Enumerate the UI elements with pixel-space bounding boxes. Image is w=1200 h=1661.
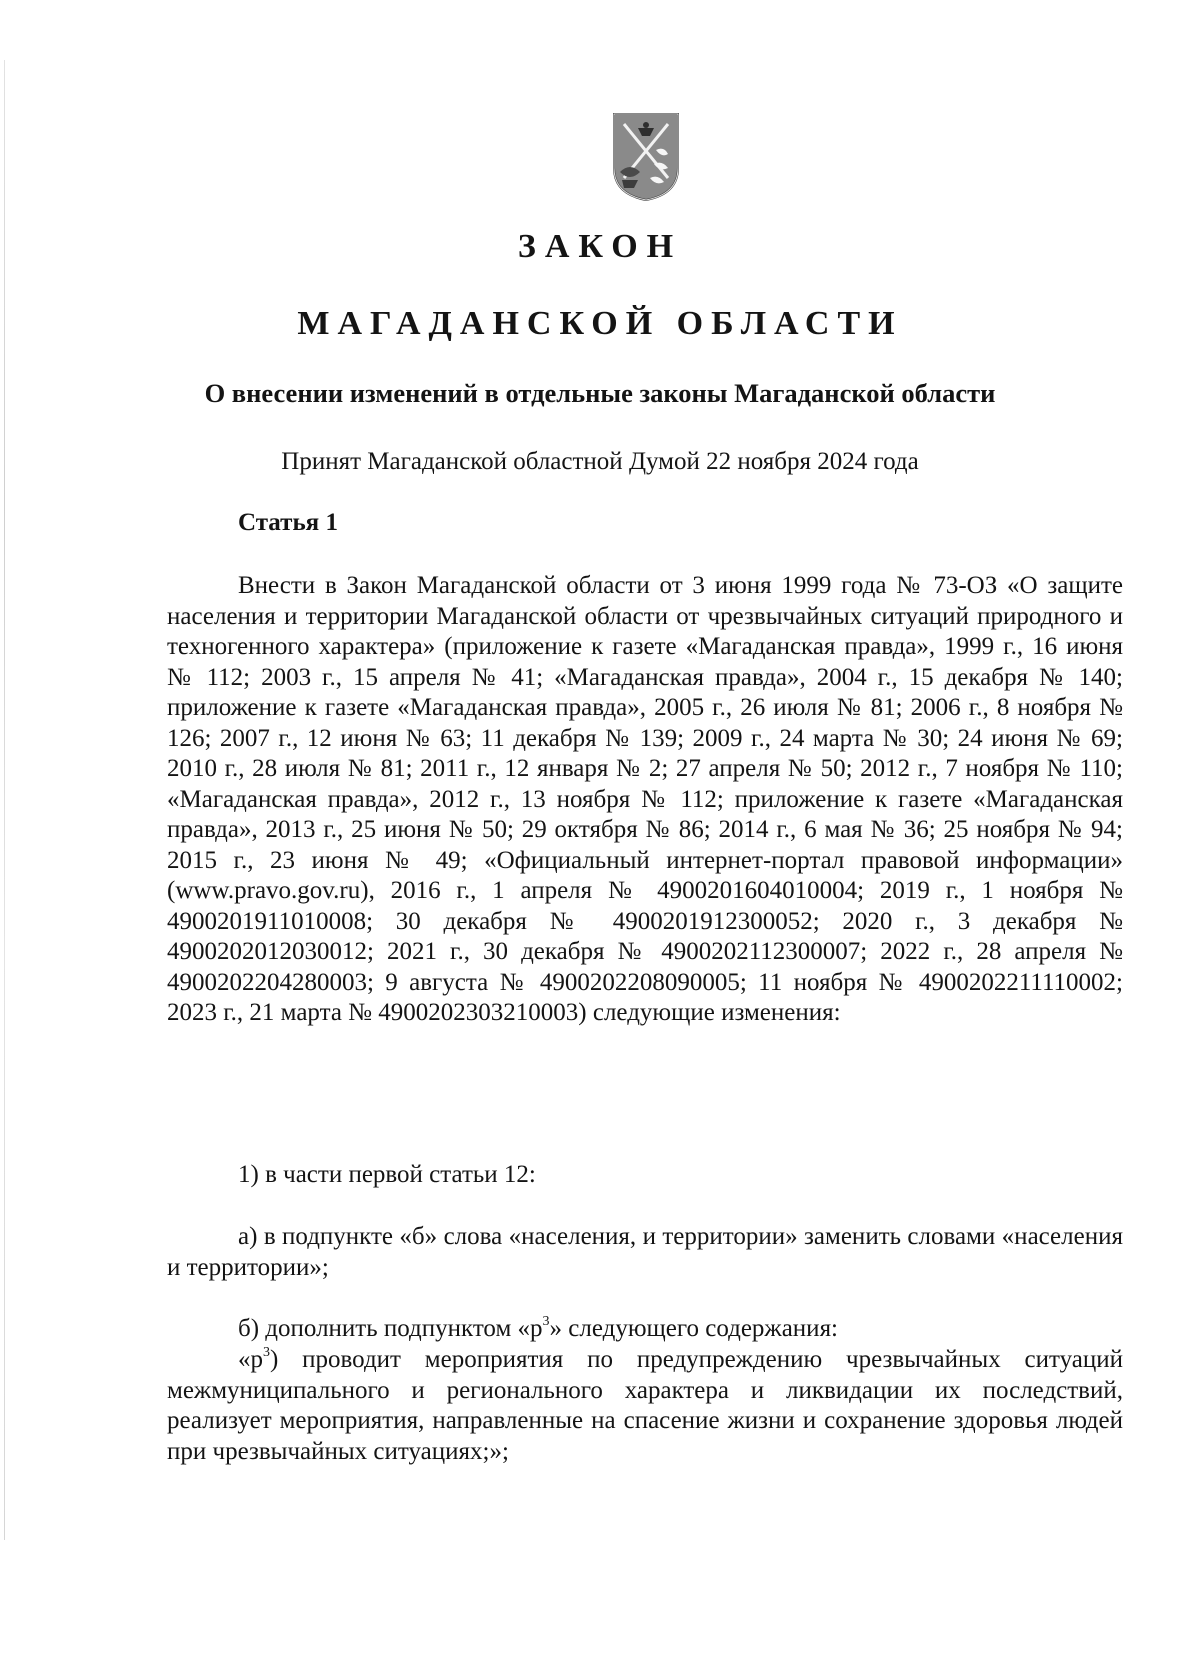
document-type-title: ЗАКОН xyxy=(517,228,683,265)
law-subject-title: О внесении изменений в отдельные законы Магаданской области xyxy=(204,378,996,408)
item-1b-text-end: » следующего содержания: xyxy=(549,1315,839,1342)
item-1b-text-start: б) дополнить подпунктом «р xyxy=(238,1315,543,1342)
item-1a-paragraph: а) в подпункте «б» слова «населения, и территории» заменить словами «населения и территории»; xyxy=(167,1223,1123,1281)
superscript: 3 xyxy=(263,1344,270,1360)
article-intro-paragraph: Внести в Закон Магаданской области от 3 июня 1999 года № 73-ОЗ «О защите населения и территории Магаданской области от чрезвычайных ситуаций природного и техногенного характера» (приложение к газете «Магаданская правда», 1999 г., 16 июня № 112; 2003 г., 15 апреля № 41; «Магаданская правда», 2004 г., 15 декабря № 140; приложение к газете «Магаданская правда», 2005 г., 26 июля № 81; 2006 г., 8 ноября № 126; 2007 г., 12 июня № 63; 11 декабря № 139; 2009 г., 24 марта № 30; 24 июня № 69; 2010 г., 28 июля № 81; 2011 г., 12 января № 2; 27 апреля № 50; 2012 г., 7 ноября № 110; «Магаданская правда», 2012 г., 13 ноября № 112; приложение к газете «Магаданская правда», 2013 г., 25 июня № 50; 29 октября № 86; 2014 г., 6 мая № 36; 25 ноября № 94; 2015 г., 23 июня № 49; «Официальный интернет-портал правовой информации» (www.pravo.gov.ru), 2016 г., 1 апреля № 4900201604010004; 2019 г., 1 ноября № 4900201911010008; 30 декабря № 4900201912300052; 2020 г., 3 декабря № 4900202012030012; 2021 г., 30 декабря № 4900202112300007; 2022 г., 28 апреля № 4900202204280003; 9 августа № 4900202208090005; 11 ноября № 4900202211110002; 2023 г., 21 марта № 4900202303210003) следующие изменения: xyxy=(167,572,1123,1026)
item-1b-paragraph xyxy=(167,1314,1123,1345)
item-1-paragraph: 1) в части первой статьи 12: xyxy=(238,1161,536,1188)
quoted-subitem-paragraph xyxy=(167,1345,1123,1467)
superscript: 3 xyxy=(542,1313,550,1329)
scan-edge xyxy=(4,60,5,1540)
coat-of-arms-icon xyxy=(610,110,682,202)
adoption-line: Принят Магаданской областной Думой 22 ноября 2024 года xyxy=(281,448,919,475)
quote-text-start: «р xyxy=(238,1346,263,1373)
region-title: МАГАДАНСКОЙ ОБЛАСТИ xyxy=(297,305,903,342)
article-heading: Статья 1 xyxy=(238,509,338,536)
quote-text-end: ) проводит мероприятия по предупреждению чрезвычайных ситуаций межмуниципального и регионального характера и ликвидации их последствий, реализует мероприятия, направленные на спасение жизни и сохранение здоровья людей при чрезвычайных ситуациях;»; xyxy=(167,1346,1123,1465)
